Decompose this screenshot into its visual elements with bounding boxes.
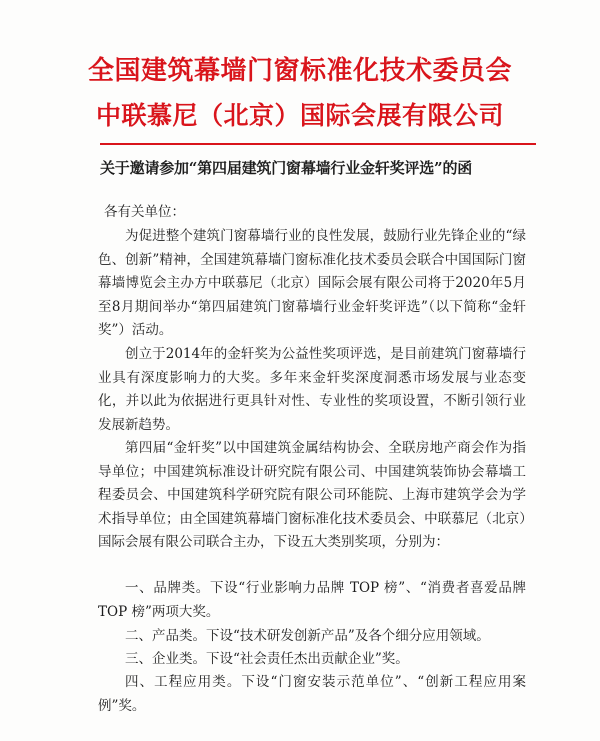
header-divider xyxy=(100,143,536,145)
paragraph-engineering-category: 四、工程应用类。下设“门窗安装示范单位”、“创新工程应用案例”奖。 xyxy=(98,674,526,714)
header-org-1: 全国建筑幕墙门窗标准化技术委员会 xyxy=(87,56,512,86)
paragraph-product-category: 二、产品类。下设“技术研发创新产品”及各个细分应用领域。 xyxy=(125,628,490,644)
header-org-2: 中联慕尼（北京）国际会展有限公司 xyxy=(95,101,504,130)
paragraph-enterprise-category: 三、企业类。下设“社会责任杰出贡献企业”奖。 xyxy=(125,651,409,667)
salutation: 各有关单位： xyxy=(104,204,185,220)
paragraph-3: 第四届“金轩奖”以中国建筑金属结构协会、全联房地产商会作为指导单位；中国建筑标准设计研究院有限公司、中国建筑装饰协会幕墙工程委员会、中国建筑科学研究院有限公司环能院、上海市建筑学会为学术指导单位；由全国建筑幕墙门窗标准化技术委员会、中联慕尼（北京）国际会展有限公司联合主办，下设五大类别奖项，分别为： xyxy=(98,440,526,550)
paragraph-2: 创立于2014年的金轩奖为公益性奖项评选，是目前建筑门窗幕墙行业具有深度影响力的大奖。多年来金轩奖深度洞悉市场发展与业态变化，并以此为依据进行更具针对性、专业性的奖项设置，不断引领行业发展新趋势。 xyxy=(98,346,526,433)
document-title: 关于邀请参加“第四届建筑门窗幕墙行业金轩奖评选”的函 xyxy=(100,159,473,177)
paragraph-brand-category: 一、品牌类。下设“行业影响力品牌 TOP 榜”、“消费者喜爱品牌 TOP 榜”两项大奖。 xyxy=(98,580,526,620)
paragraph-1: 为促进整个建筑门窗幕墙行业的良性发展，鼓励行业先锋企业的“绿色、创新”精神，全国建筑幕墙门窗标准化技术委员会联合中国国际门窗幕墙博览会主办方中联慕尼（北京）国际会展有限公司将于2020年5月至8月期间举办“第四届建筑门窗幕墙行业金轩奖评选”（以下简称“金轩奖”）活动。 xyxy=(98,228,526,338)
